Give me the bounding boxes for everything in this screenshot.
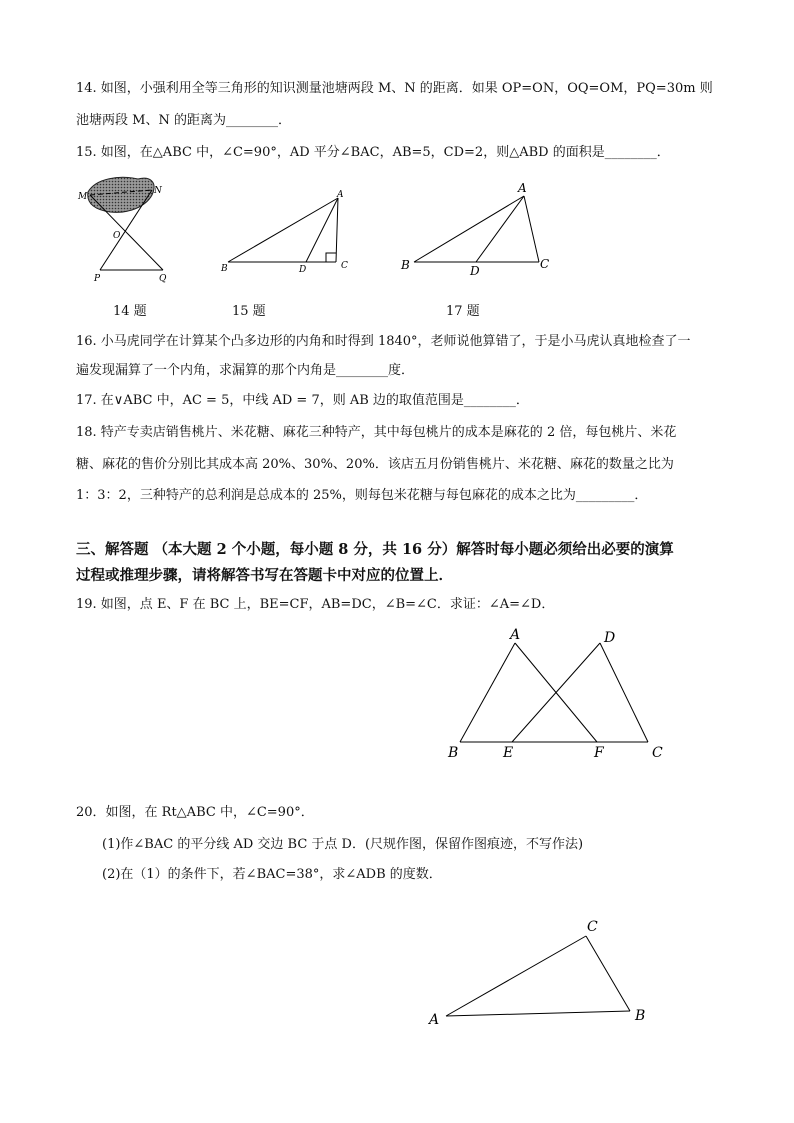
figure-19	[447, 627, 663, 761]
label-C: C	[587, 919, 598, 935]
label-D: D	[299, 265, 307, 275]
q20-part-2: (2)在（1）的条件下，若∠BAC=38°，求∠ADB 的度数．	[102, 867, 442, 882]
label-A: A	[429, 1012, 440, 1028]
label-Q: Q	[159, 274, 167, 284]
label-N: N	[154, 186, 162, 196]
q20-line-1: 20．如图，在 Rt△ABC 中，∠C=90°．	[76, 805, 314, 820]
pond-shape	[88, 177, 154, 212]
label-E: E	[503, 745, 514, 761]
label-B: B	[635, 1008, 646, 1024]
q19-line-1: 19. 如图，点 E、F 在 BC 上，BE=CF，AB=DC，∠B=∠C．求证：∠A=∠D．	[76, 597, 555, 612]
label-B: B	[448, 745, 459, 761]
q17-line-1: 17. 在∨ABC 中，AC = 5，中线 AD = 7，则 AB 边的取值范围是________．	[76, 393, 529, 408]
label-A: A	[518, 181, 527, 195]
label-M: M	[78, 192, 88, 202]
label-B: B	[221, 264, 228, 274]
q18-line-1: 18. 特产专卖店销售桃片、米花糖、麻花三种特产，其中每包桃片的成本是麻花的 2 倍，每包桃片、米花	[76, 425, 677, 440]
label-F: F	[594, 745, 604, 761]
caption-14: 14 题	[113, 304, 147, 319]
q18-line-3: 1：3：2，三种特产的总利润是总成本的 25%，则每包米花糖与每包麻花的成本之比为_________．	[76, 488, 648, 503]
figure-14	[77, 177, 167, 284]
label-C: C	[341, 261, 348, 271]
q14-line-1: 14. 如图，小强利用全等三角形的知识测量池塘两段 M、N 的距离．如果 OP=ON，OQ=OM，PQ=30m 则	[76, 81, 713, 96]
figure-17	[400, 181, 549, 278]
label-C: C	[652, 745, 663, 761]
q16-line-1: 16. 小马虎同学在计算某个凸多边形的内角和时得到 1840°，老师说他算错了，于是小马虎认真地检查了一	[76, 334, 691, 349]
section-3-heading-line-1: 三、解答题 （本大题 2 个小题，每小题 8 分，共 16 分）解答时每小题必须给出必要的演算	[76, 541, 674, 558]
section-3-heading-line-2: 过程或推理步骤，请将解答书写在答题卡中对应的位置上．	[76, 567, 453, 584]
caption-15: 15 题	[232, 304, 266, 319]
q15-line-1: 15. 如图，在△ABC 中，∠C=90°，AD 平分∠BAC，AB=5，CD=2，则△ABD 的面积是________．	[76, 145, 670, 160]
label-D: D	[604, 630, 616, 646]
figure-15	[220, 190, 348, 275]
label-A: A	[510, 627, 521, 643]
q20-part-1: (1)作∠BAC 的平分线 AD 交边 BC 于点 D．(尺规作图，保留作图痕迹，不写作法)	[102, 837, 584, 852]
q16-line-2: 遍发现漏算了一个内角，求漏算的那个内角是________度．	[76, 363, 415, 378]
label-B: B	[401, 258, 410, 272]
figure-20	[427, 919, 645, 1028]
right-angle-mark	[326, 253, 336, 262]
label-C: C	[540, 257, 550, 271]
label-P: P	[94, 274, 101, 284]
label-D: D	[470, 264, 480, 278]
label-O: O	[113, 231, 121, 241]
q18-line-2: 糖、麻花的售价分别比其成本高 20%、30%、20%．该店五月份销售桃片、米花糖、麻花的数量之比为	[76, 457, 674, 472]
label-A: A	[337, 190, 344, 200]
q14-line-2: 池塘两段 M、N 的距离为________．	[76, 113, 291, 128]
caption-17: 17 题	[446, 304, 480, 319]
